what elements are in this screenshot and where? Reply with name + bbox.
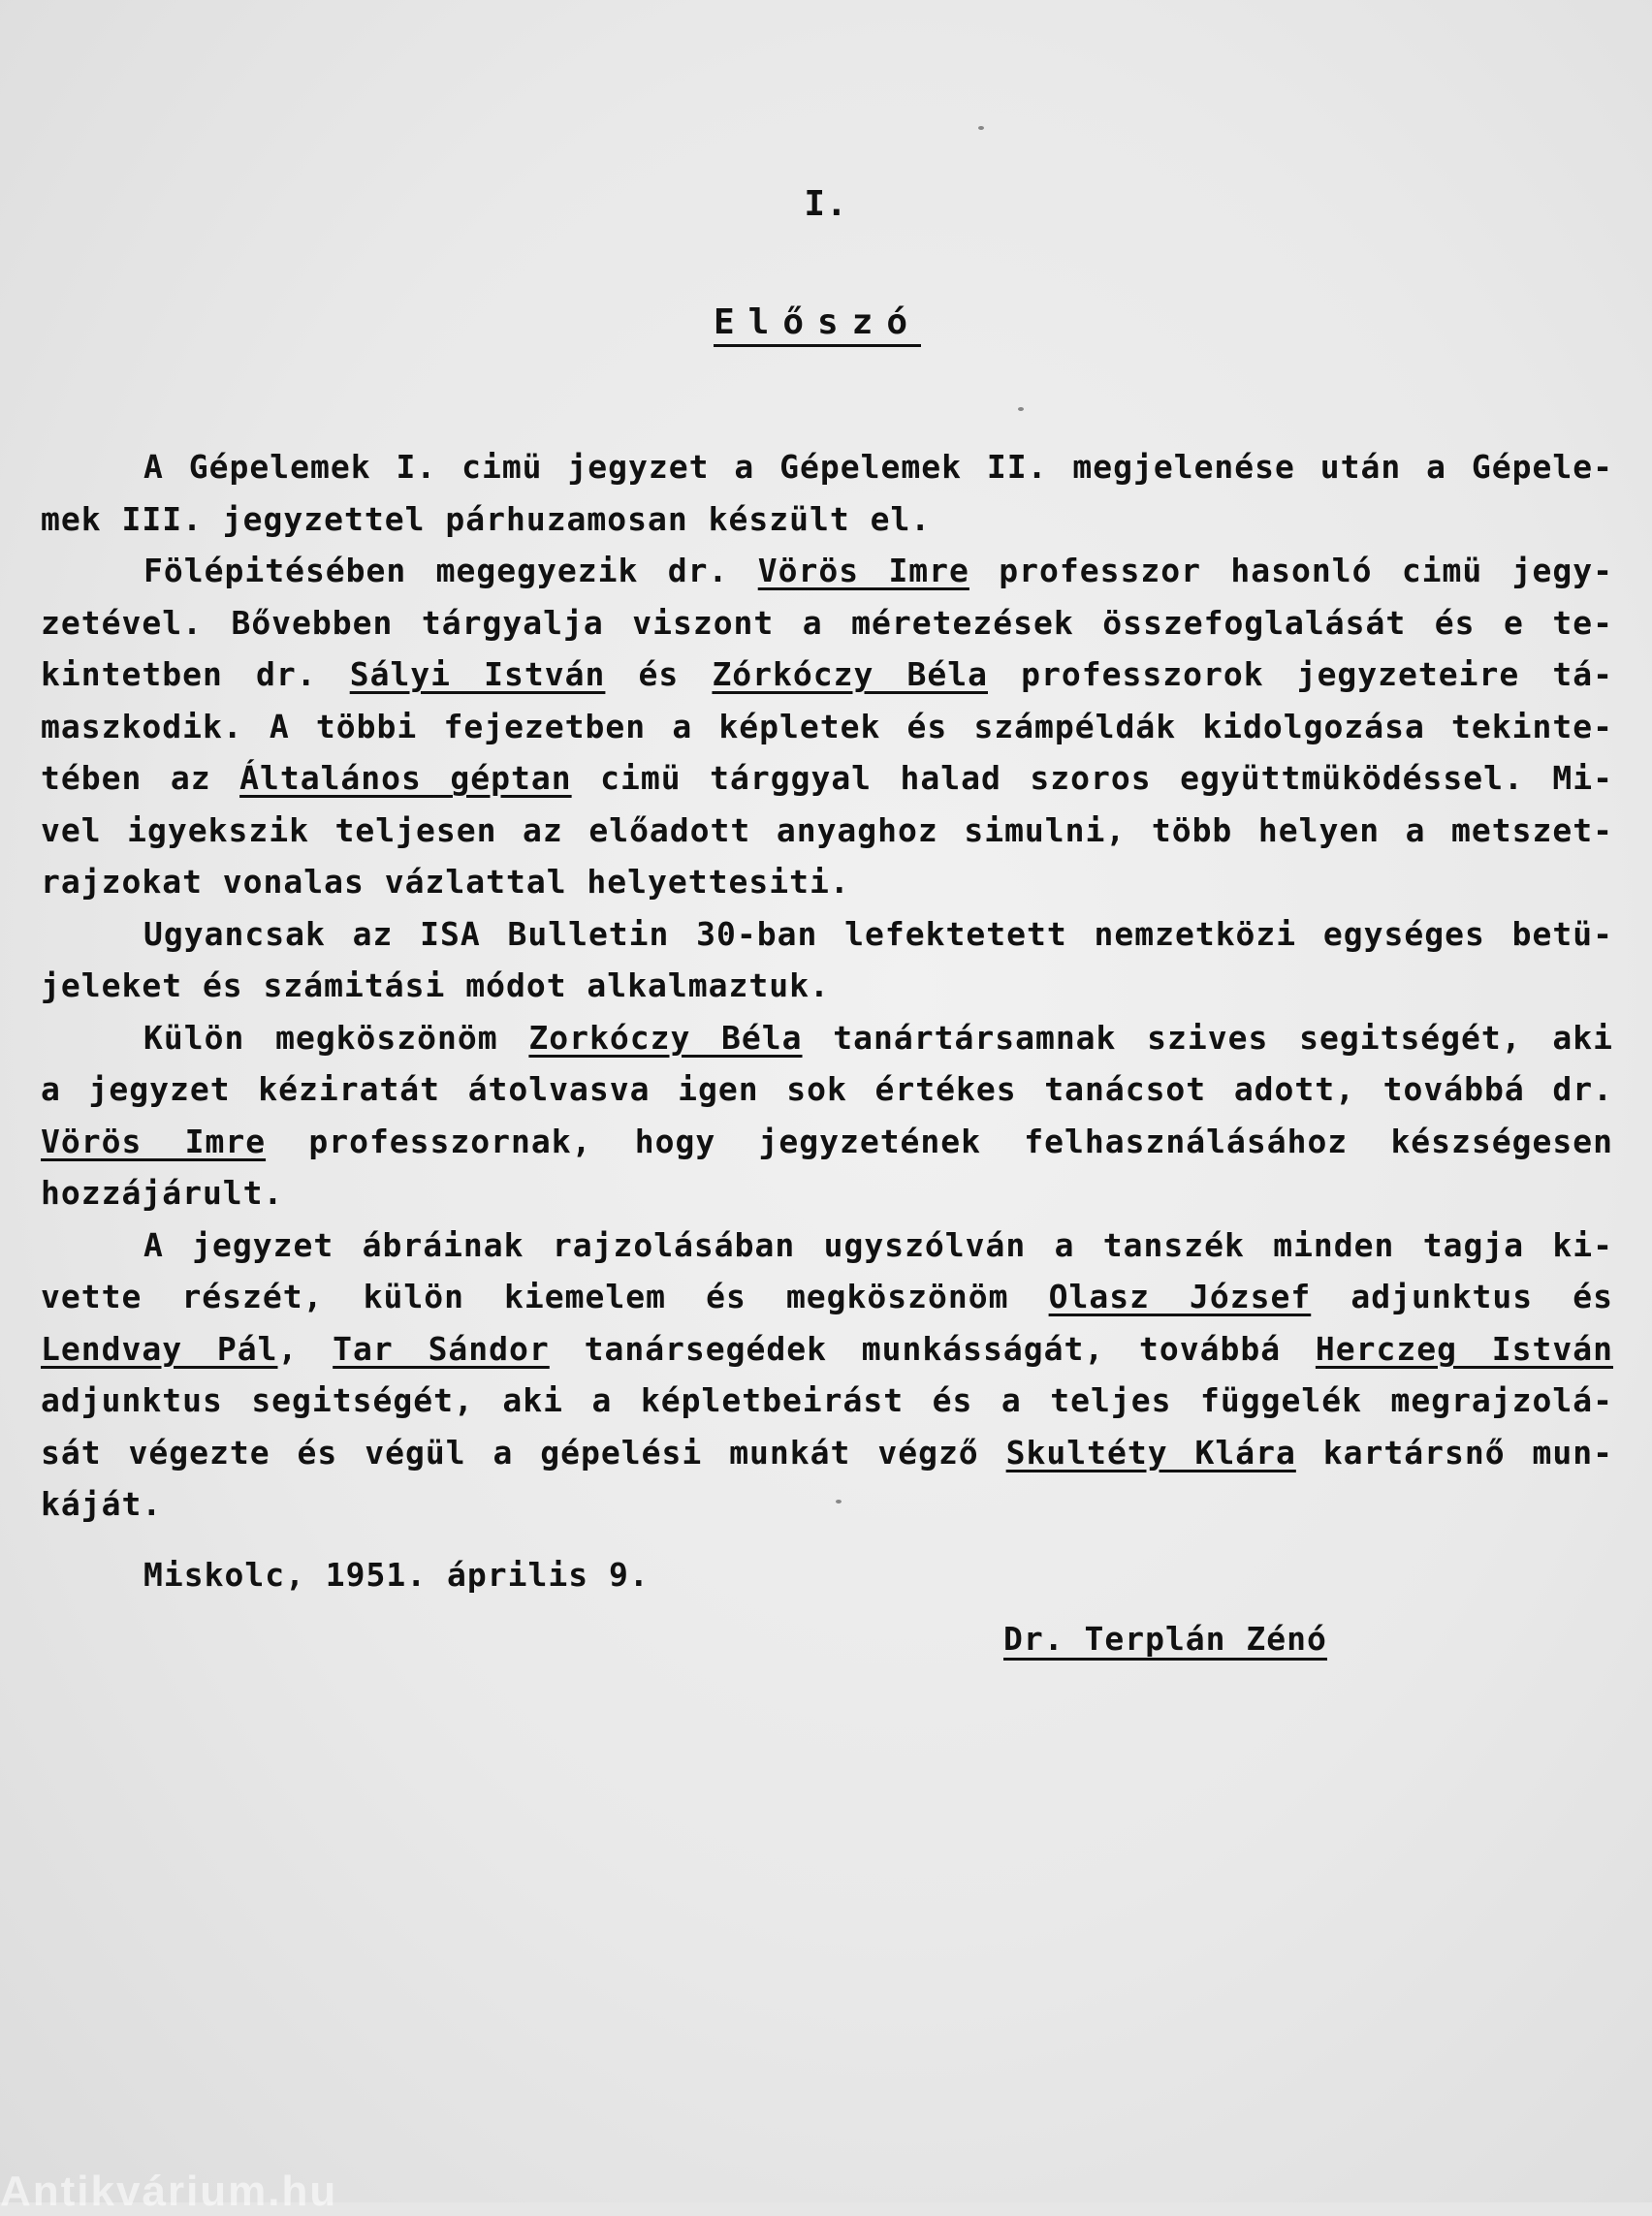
underlined-name: Olasz József (1048, 1278, 1312, 1315)
paper-speck (836, 1500, 842, 1504)
text-line (41, 1116, 1613, 1168)
body-text (41, 441, 1613, 1531)
text-segment: vette részét, külön kiemelem és megköszönöm (41, 1278, 1049, 1315)
text-line (41, 649, 1613, 701)
text-segment: kintetben dr. (41, 655, 350, 693)
text-line: maszkodik. A többi fejezetben a képletek és számpéldák kidolgozása tekinte- (41, 707, 1613, 745)
underlined-name: Herczeg István (1315, 1329, 1613, 1368)
text-line: hozzájárult. (41, 1174, 284, 1212)
text-line: vel igyekszik teljesen az előadott anyaghoz simulni, több helyen a metszet- (41, 810, 1613, 849)
text-segment: tében az (41, 759, 240, 797)
text-line: Ugyancsak az ISA Bulletin 30-ban lefektetett nemzetközi egységes betü- (143, 914, 1613, 953)
signature (1003, 1613, 1327, 1664)
underlined-name: Sályi István (349, 655, 606, 693)
text-line: A Gépelemek I. cimü jegyzet a Gépelemek II. megjelenése után a Gépele- (143, 448, 1613, 486)
text-line: a jegyzet kéziratát átolvasva igen sok értékes tanácsot adott, továbbá dr. (41, 1070, 1613, 1108)
underlined-name: Tar Sándor (333, 1329, 550, 1368)
text-line (41, 1323, 1613, 1376)
text-segment: professzor hasonló cimü jegy- (969, 552, 1614, 589)
text-segment: cimü tárggyal halad szoros együttmüködéssel. Mi- (571, 759, 1613, 797)
text-line: rajzokat vonalas vázlattal helyettesiti. (41, 863, 850, 901)
title-text: Előszó (714, 302, 921, 347)
signature-name: Dr. Terplán Zénó (1003, 1620, 1327, 1661)
text-line (41, 1427, 1613, 1479)
text-segment: adjunktus és (1311, 1278, 1613, 1315)
text-line: adjunktus segitségét, aki a képletbeirást és a teljes függelék megrajzolá- (41, 1381, 1613, 1419)
text-line: A jegyzet ábráinak rajzolásában ugyszólván a tanszék minden tagja ki- (143, 1225, 1613, 1264)
text-line (41, 1271, 1613, 1323)
text-line: káját. (41, 1485, 163, 1523)
page-title (0, 302, 1635, 342)
text-line: jeleket és számitási módot alkalmaztuk. (41, 966, 830, 1004)
watermark: Antikvárium.hu (0, 2168, 338, 2215)
text-segment: Fölépitésében megegyezik dr. (143, 552, 758, 589)
text-line (41, 1012, 1613, 1064)
underlined-name: Vörös Imre (757, 552, 969, 589)
underlined-name: Skultéty Klára (1005, 1433, 1296, 1472)
text-segment: tanártársamnak szives segitségét, aki (802, 1018, 1613, 1057)
paper-speck (978, 126, 984, 130)
text-segment: professzorok jegyzeteire tá- (988, 655, 1613, 693)
underlined-name: Zórkóczy Béla (712, 655, 988, 693)
text-segment: és (605, 655, 713, 693)
paper-speck (1018, 407, 1024, 411)
underlined-name: Lendvay Pál (41, 1329, 278, 1368)
text-segment: tanársegédek munkásságát, továbbá (549, 1329, 1316, 1368)
chapter-number: I. (804, 184, 848, 224)
underlined-name: Vörös Imre (41, 1122, 267, 1160)
underlined-name: Zorkóczy Béla (528, 1018, 803, 1057)
text-line: zetével. Bővebben tárgyalja viszont a méretezések összefoglalását és e te- (41, 603, 1613, 642)
text-segment: professzornak, hogy jegyzetének felhasználásához készségesen (266, 1122, 1613, 1160)
date-line: Miskolc, 1951. április 9. (143, 1556, 650, 1594)
underlined-name: Általános géptan (239, 759, 572, 797)
text-segment: , (277, 1329, 334, 1368)
text-line (41, 752, 1613, 805)
text-segment: sát végezte és végül a gépelési munkát végző (41, 1433, 1006, 1472)
text-line: mek III. jegyzettel párhuzamosan készült el. (41, 499, 932, 538)
text-segment: Külön megköszönöm (143, 1018, 529, 1057)
text-segment: kartársnő mun- (1295, 1433, 1614, 1472)
text-line (41, 545, 1613, 597)
